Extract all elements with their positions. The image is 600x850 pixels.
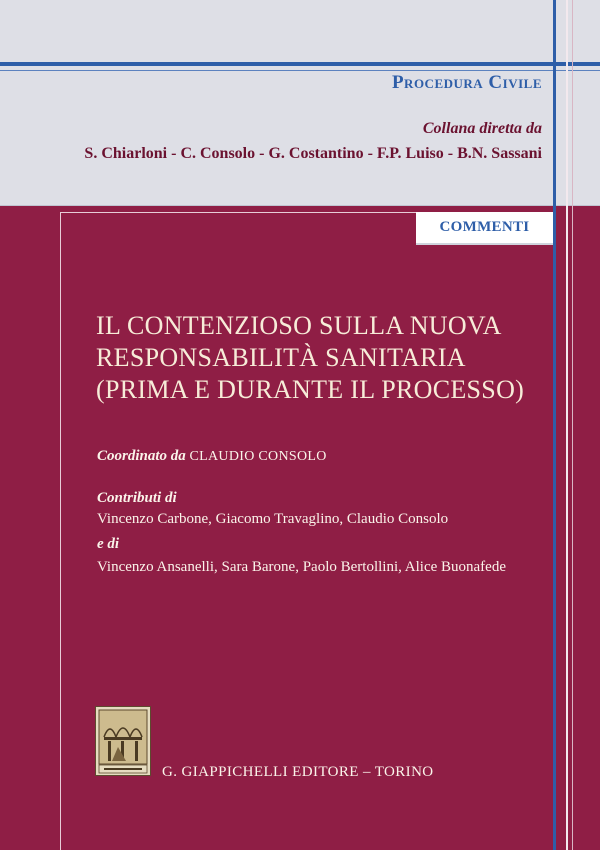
book-title (96, 310, 546, 406)
series-name: Procedura Civile (391, 72, 542, 93)
coordinator-label: Coordinato da (97, 448, 186, 464)
vertical-blue-rule (553, 0, 556, 850)
title-line: IL CONTENZIOSO SULLA NUOVA (96, 311, 502, 340)
series-editors-label: Collana diretta da (422, 120, 542, 137)
publisher-logo (95, 706, 151, 776)
coordinator-line (97, 448, 327, 465)
coordinator-name: CLAUDIO CONSOLO (189, 449, 327, 464)
vertical-white-rule-thin (572, 0, 573, 850)
additional-contributors-label: e di (97, 536, 120, 552)
commenti-label: COMMENTI (439, 219, 530, 235)
blue-rule (0, 62, 600, 66)
header-divider (0, 205, 600, 206)
title-line: (PRIMA E DURANTE IL PROCESSO) (96, 375, 525, 404)
publisher-name: G. GIAPPICHELLI EDITORE – TORINO (162, 764, 434, 780)
vertical-white-rule (566, 0, 568, 850)
header-band (0, 0, 600, 205)
series-editors: S. Chiarloni - C. Consolo - G. Costantino - F.P. Luiso - B.N. Sassani (84, 145, 542, 162)
blue-rule-thin (0, 70, 600, 71)
contributors-label: Contributi di (97, 490, 177, 506)
additional-contributors-list: Vincenzo Ansanelli, Sara Barone, Paolo Bertollini, Alice Buonafede (97, 559, 506, 575)
commenti-badge (416, 212, 553, 245)
contributors-list: Vincenzo Carbone, Giacomo Travaglino, Claudio Consolo (97, 511, 449, 527)
title-line: RESPONSABILITÀ SANITARIA (96, 343, 466, 372)
